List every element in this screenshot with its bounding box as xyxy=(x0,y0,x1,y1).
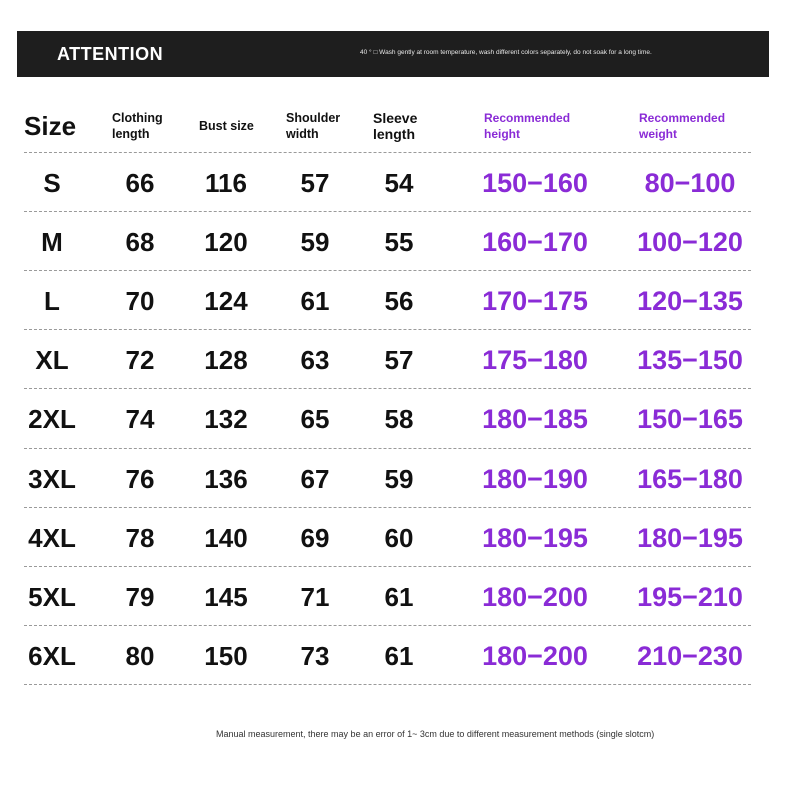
clothing-length-cell: 74 xyxy=(125,404,155,434)
clothing-length-cell: 66 xyxy=(125,168,155,198)
size-cell: 2XL xyxy=(28,404,76,434)
sleeve-length-cell: 54 xyxy=(384,168,414,198)
sleeve-length-cell: 55 xyxy=(384,227,414,257)
recommended-height-cell: 150−160 xyxy=(482,168,588,198)
clothing-length-cell: 76 xyxy=(125,464,155,494)
size-cell: 3XL xyxy=(28,464,76,494)
clothing-length-cell: 68 xyxy=(125,227,155,257)
care-instructions: 40 ° □ Wash gently at room temperature, wash different colors separately, do not soak for a long time. xyxy=(360,49,652,56)
recommended-height-cell: 180−185 xyxy=(482,404,588,434)
shoulder-width-cell: 57 xyxy=(300,168,330,198)
measurement-footnote: Manual measurement, there may be an error of 1~ 3cm due to different measurement methods (single slotcm) xyxy=(216,729,655,739)
bust-size-cell: 132 xyxy=(204,404,248,434)
recommended-height-cell: 180−200 xyxy=(482,582,588,612)
table-row xyxy=(0,450,790,509)
row-divider xyxy=(24,152,751,153)
banner-title: ATTENTION xyxy=(57,44,164,64)
sleeve-length-cell: 61 xyxy=(384,582,414,612)
sleeve-length-cell: 57 xyxy=(384,345,414,375)
clothing-length-cell: 72 xyxy=(125,345,155,375)
recommended-height-cell: 180−195 xyxy=(482,523,588,553)
size-cell: S xyxy=(43,168,61,198)
table-row xyxy=(0,568,790,627)
header-recommended-weight: Recommended weight xyxy=(639,111,726,141)
clothing-length-cell: 70 xyxy=(125,286,155,316)
recommended-height-cell: 175−180 xyxy=(482,345,588,375)
recommended-weight-cell: 100−120 xyxy=(637,227,743,257)
recommended-weight-cell: 165−180 xyxy=(637,464,743,494)
header-bust-size: Bust size xyxy=(199,119,254,133)
shoulder-width-cell: 63 xyxy=(300,345,330,375)
table-row xyxy=(0,272,790,331)
bust-size-cell: 140 xyxy=(204,523,248,553)
shoulder-width-cell: 61 xyxy=(300,286,330,316)
shoulder-width-cell: 69 xyxy=(300,523,330,553)
recommended-height-cell: 160−170 xyxy=(482,227,588,257)
sleeve-length-cell: 60 xyxy=(384,523,414,553)
recommended-height-cell: 170−175 xyxy=(482,286,588,316)
recommended-weight-cell: 120−135 xyxy=(637,286,743,316)
bust-size-cell: 150 xyxy=(204,641,248,671)
shoulder-width-cell: 65 xyxy=(300,404,330,434)
header-clothing-length: Clothing length xyxy=(112,111,163,141)
table-row xyxy=(0,627,790,686)
size-cell: L xyxy=(44,286,60,316)
clothing-length-cell: 79 xyxy=(125,582,155,612)
recommended-weight-cell: 150−165 xyxy=(637,404,743,434)
header-shoulder-width: Shoulder width xyxy=(286,111,341,141)
recommended-weight-cell: 210−230 xyxy=(637,641,743,671)
size-cell: M xyxy=(41,227,63,257)
header-recommended-height: Recommended height xyxy=(484,111,571,141)
size-cell: 4XL xyxy=(28,523,76,553)
size-cell: 6XL xyxy=(28,641,76,671)
bust-size-cell: 128 xyxy=(204,345,248,375)
bust-size-cell: 120 xyxy=(204,227,248,257)
header-sleeve-length: Sleeve length xyxy=(373,110,418,142)
table-row xyxy=(0,213,790,272)
sleeve-length-cell: 59 xyxy=(384,464,414,494)
table-row xyxy=(0,509,790,568)
bust-size-cell: 136 xyxy=(204,464,248,494)
recommended-weight-cell: 195−210 xyxy=(637,582,743,612)
header-size: Size xyxy=(24,111,77,141)
shoulder-width-cell: 71 xyxy=(300,582,330,612)
shoulder-width-cell: 67 xyxy=(300,464,330,494)
table-row xyxy=(0,154,790,213)
clothing-length-cell: 78 xyxy=(125,523,155,553)
recommended-weight-cell: 135−150 xyxy=(637,345,743,375)
clothing-length-cell: 80 xyxy=(125,641,155,671)
recommended-weight-cell: 180−195 xyxy=(637,523,743,553)
shoulder-width-cell: 73 xyxy=(300,641,330,671)
sleeve-length-cell: 58 xyxy=(384,404,414,434)
bust-size-cell: 116 xyxy=(205,168,247,198)
recommended-height-cell: 180−200 xyxy=(482,641,588,671)
recommended-weight-cell: 80−100 xyxy=(644,168,736,198)
size-cell: 5XL xyxy=(28,582,76,612)
size-cell: XL xyxy=(35,345,69,375)
sleeve-length-cell: 56 xyxy=(384,286,414,316)
shoulder-width-cell: 59 xyxy=(300,227,330,257)
table-row xyxy=(0,390,790,449)
sleeve-length-cell: 61 xyxy=(384,641,414,671)
bust-size-cell: 145 xyxy=(204,582,248,612)
recommended-height-cell: 180−190 xyxy=(482,464,588,494)
table-row xyxy=(0,331,790,390)
bust-size-cell: 124 xyxy=(204,286,248,316)
